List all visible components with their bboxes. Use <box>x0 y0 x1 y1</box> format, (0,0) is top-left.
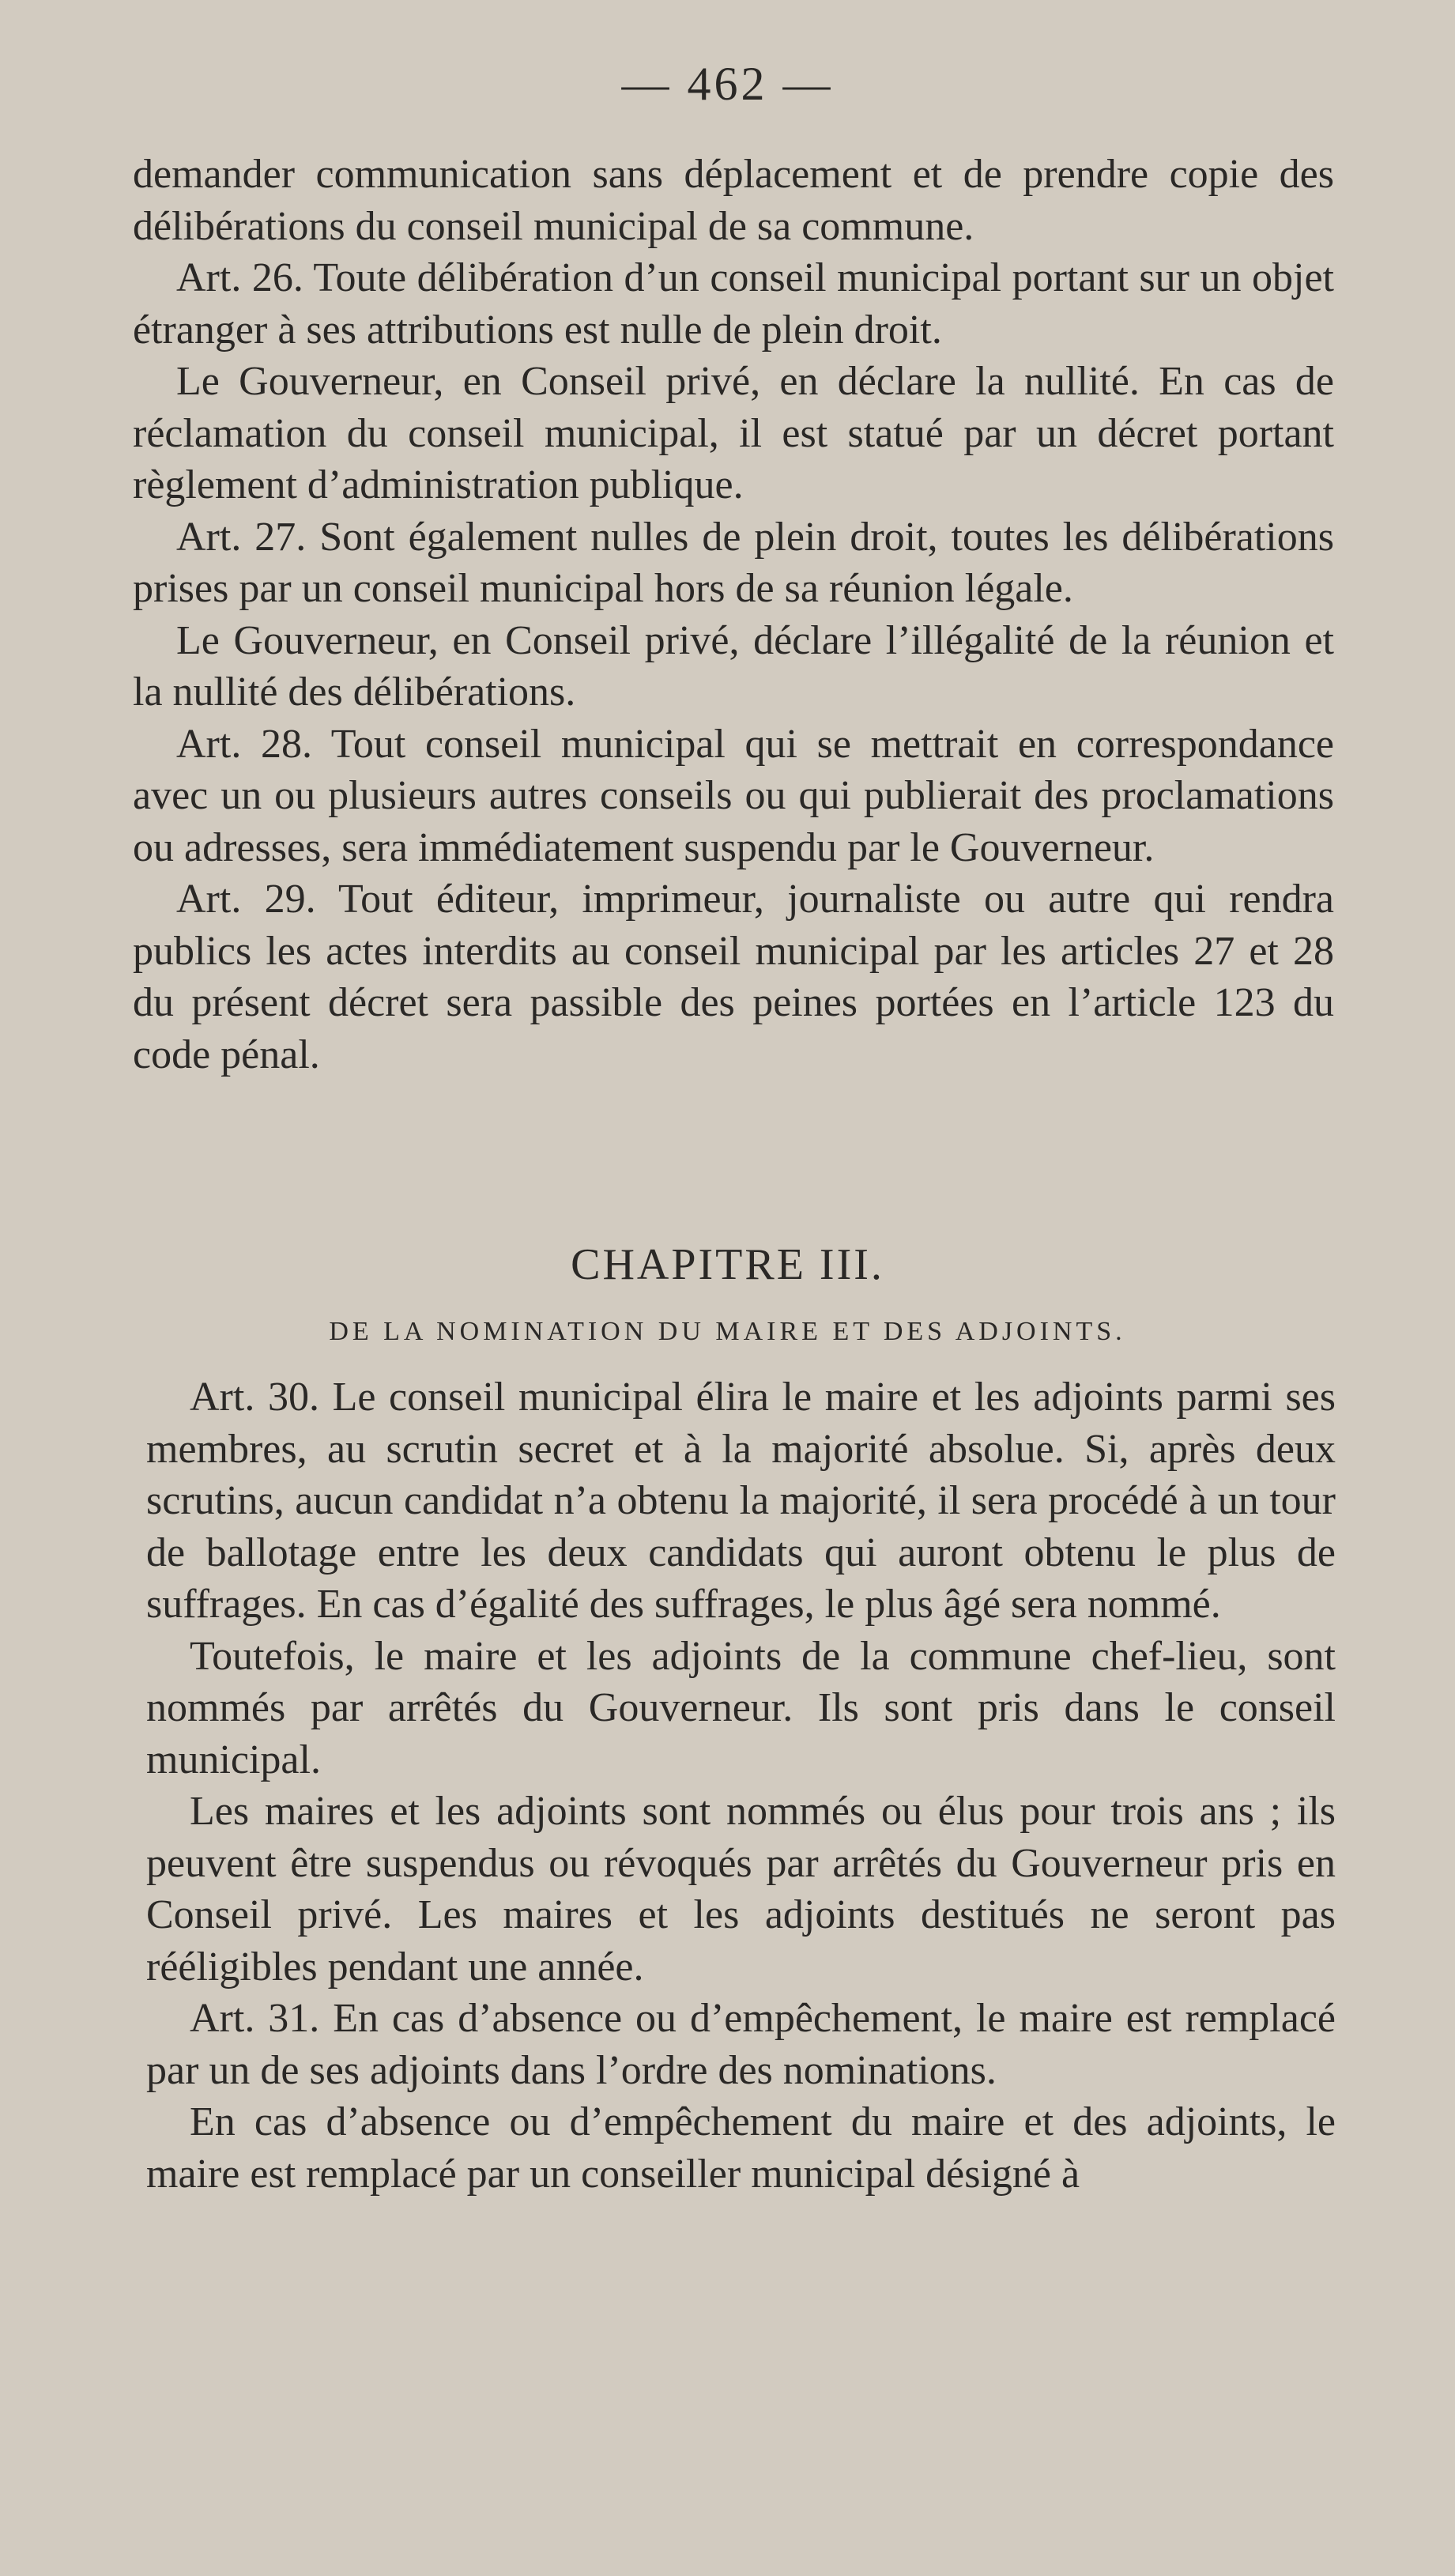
chapter-subtitle: DE LA NOMINATION DU MAIRE ET DES ADJOINTS. <box>329 1317 1126 1346</box>
paragraph: demander communication sans déplacement et de prendre copie des délibérations du conseil municipal de sa commune. <box>133 152 1334 249</box>
chapter-title: CHAPITRE III. <box>571 1240 884 1289</box>
paragraph-article-28: Art. 28. Tout conseil municipal qui se mettrait en correspondance avec un ou plusieurs autres conseils ou qui publierait des proclamations ou adresses, sera immédiatement suspendu par le Gouverneur. <box>133 721 1334 870</box>
paragraph: Le Gouverneur, en Conseil privé, déclare l’illégalité de la réunion et la nullité des délibérations. <box>133 617 1334 715</box>
paragraph-article-30: Art. 30. Le conseil municipal élira le maire et les adjoints parmi ses membres, au scrutin secret et à la majorité absolue. Si, après deux scrutins, aucun candidat n’a obtenu la majorité, il sera procédé à un tour de ballotage entre les deux candidats qui auront obtenu le plus de suffrages. En cas d’égalité des suffrages, le plus âgé sera nommé. <box>146 1375 1336 1627</box>
paragraph-article-26: Art. 26. Toute délibération d’un conseil municipal portant sur un objet étranger à ses attributions est nulle de plein droit. <box>133 255 1334 353</box>
paragraph: Les maires et les adjoints sont nommés ou élus pour trois ans ; ils peuvent être suspendus ou révoqués par arrêtés du Gouverneur pris en Conseil privé. Les maires et les adjoints destitués ne seront pas rééligibles pendant une année. <box>146 1789 1336 1990</box>
paragraph-article-27: Art. 27. Sont également nulles de plein droit, toutes les délibérations prises par un conseil municipal hors de sa réunion légale. <box>133 514 1334 611</box>
bottom-text-block <box>146 1371 1336 2200</box>
paragraph: Toutefois, le maire et les adjoints de la commune chef-lieu, sont nommés par arrêtés du Gouverneur. Ils sont pris dans le conseil municipal. <box>146 1633 1336 1782</box>
paragraph-article-31: Art. 31. En cas d’absence ou d’empêchement, le maire est remplacé par un de ses adjoints dans l’ordre des nominations. <box>146 1996 1336 2093</box>
page-number: — 462 — <box>621 58 834 110</box>
paragraph: En cas d’absence ou d’empêchement du maire et des adjoints, le maire est remplacé par un conseiller municipal désigné à <box>146 2099 1336 2197</box>
top-text-block <box>133 149 1334 1081</box>
paragraph-article-29: Art. 29. Tout éditeur, imprimeur, journaliste ou autre qui rendra publics les actes interdits au conseil municipal par les articles 27 et 28 du présent décret sera passible des peines portées en l’article 123 du code pénal. <box>133 877 1334 1077</box>
paragraph: Le Gouverneur, en Conseil privé, en déclare la nullité. En cas de réclamation du conseil municipal, il est statué par un décret portant règlement d’administration publique. <box>133 359 1334 507</box>
